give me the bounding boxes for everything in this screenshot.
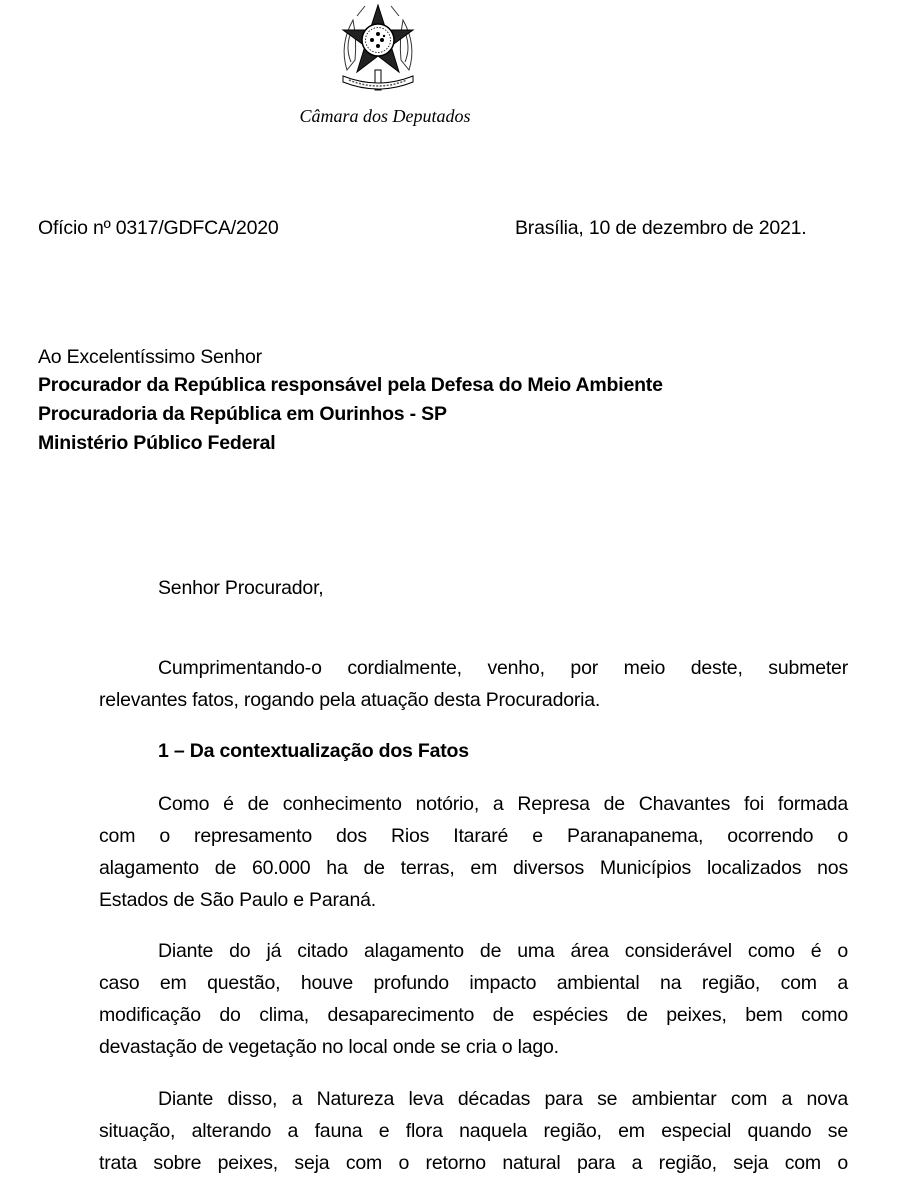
addressee-salutation: Ao Excelentíssimo Senhor bbox=[38, 346, 262, 368]
organization-name: Câmara dos Deputados bbox=[299, 106, 471, 126]
paragraph-1 bbox=[99, 788, 848, 916]
text-line: situação, alterando a fauna e flora naquela região, em especial quando se bbox=[99, 1120, 848, 1142]
paragraph-3 bbox=[99, 1083, 848, 1179]
addressee-institution: Ministério Público Federal bbox=[38, 432, 276, 454]
text-line: caso em questão, houve profundo impacto ambiental na região, com a bbox=[99, 972, 848, 994]
text-line: Estados de São Paulo e Paraná. bbox=[99, 889, 376, 911]
text-line: devastação de vegetação no local onde se cria o lago. bbox=[99, 1036, 559, 1058]
text-line: Como é de conhecimento notório, a Represa de Chavantes foi formada bbox=[158, 793, 848, 815]
addressee-title: Procurador da República responsável pela Defesa do Meio Ambiente bbox=[38, 374, 663, 396]
text-line: Cumprimentando-o cordialmente, venho, por meio deste, submeter bbox=[158, 657, 848, 679]
text-line: Diante do já citado alagamento de uma área considerável como é o bbox=[158, 940, 848, 962]
text-line: alagamento de 60.000 ha de terras, em diversos Municípios localizados nos bbox=[99, 857, 848, 879]
text-line: Diante disso, a Natureza leva décadas para se ambientar com a nova bbox=[158, 1088, 848, 1110]
section-title: 1 – Da contextualização dos Fatos bbox=[158, 740, 469, 762]
oficio-number: Ofício nº 0317/GDFCA/2020 bbox=[38, 217, 279, 239]
coat-of-arms-icon bbox=[335, 0, 421, 98]
text-line: com o represamento dos Rios Itararé e Paranapanema, ocorrendo o bbox=[99, 825, 848, 847]
greeting: Senhor Procurador, bbox=[158, 577, 324, 599]
text-line: modificação do clima, desaparecimento de espécies de peixes, bem como bbox=[99, 1004, 848, 1026]
place-date: Brasília, 10 de dezembro de 2021. bbox=[515, 217, 807, 239]
addressee-office: Procuradoria da República em Ourinhos - SP bbox=[38, 403, 447, 425]
text-line: trata sobre peixes, seja com o retorno natural para a região, seja com o bbox=[99, 1152, 848, 1174]
text-line: relevantes fatos, rogando pela atuação desta Procuradoria. bbox=[99, 689, 601, 711]
paragraph-2 bbox=[99, 935, 848, 1063]
intro-paragraph bbox=[99, 652, 848, 716]
